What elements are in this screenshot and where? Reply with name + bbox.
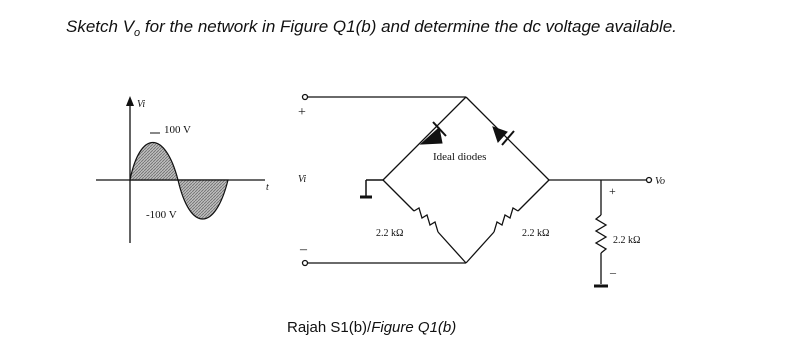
left-ground (360, 180, 383, 197)
output-minus-sign: – (610, 265, 616, 279)
vi-axis-arrow (126, 96, 134, 106)
load-resistor-label: 2.2 kΩ (613, 235, 641, 246)
resistor-left-label: 2.2 kΩ (376, 228, 404, 239)
output-network (549, 178, 652, 287)
resistor-left (414, 208, 438, 232)
bridge-bottom-right-arm-a (518, 180, 549, 211)
input-terminal-bottom (303, 261, 308, 266)
diode-left (421, 122, 446, 144)
input-waveform (96, 96, 265, 243)
input-terminal-top (303, 95, 308, 100)
peak-label: 100 V (164, 124, 191, 136)
subscript-o: o (134, 27, 141, 39)
bridge-bottom-right-arm-b (466, 232, 494, 263)
resistor-right-label: 2.2 kΩ (522, 228, 550, 239)
time-axis-label: t (266, 182, 269, 193)
bridge-bottom-left-arm-b (438, 232, 466, 263)
bridge-top-left-arm (383, 97, 466, 180)
figure-caption (287, 319, 456, 336)
negative-half-cycle (178, 180, 228, 219)
input-plus-sign: + (298, 105, 306, 120)
caption-italic: Figure Q1(b) (371, 319, 457, 336)
bridge-bottom-left-arm-a (383, 180, 414, 211)
diodes-label: Ideal diodes (433, 151, 487, 163)
input-terminals (303, 95, 467, 266)
positive-half-cycle (130, 143, 178, 181)
caption-main: Rajah S1(b)/ (287, 319, 372, 336)
vi-axis-label: Vi (137, 99, 146, 110)
input-vi-label: Vi (298, 174, 307, 185)
negative-peak-label: -100 V (146, 209, 177, 221)
output-plus-sign: + (609, 184, 616, 198)
question-text: Sketch $V_o$ for the network in Figure Q1(b) and determine the dc voltage available. (66, 17, 677, 39)
resistor-right (494, 208, 518, 232)
output-vo-label: Vo (655, 176, 665, 187)
output-terminal (647, 178, 652, 183)
load-resistor (596, 215, 606, 253)
input-minus-sign: – (300, 242, 307, 257)
